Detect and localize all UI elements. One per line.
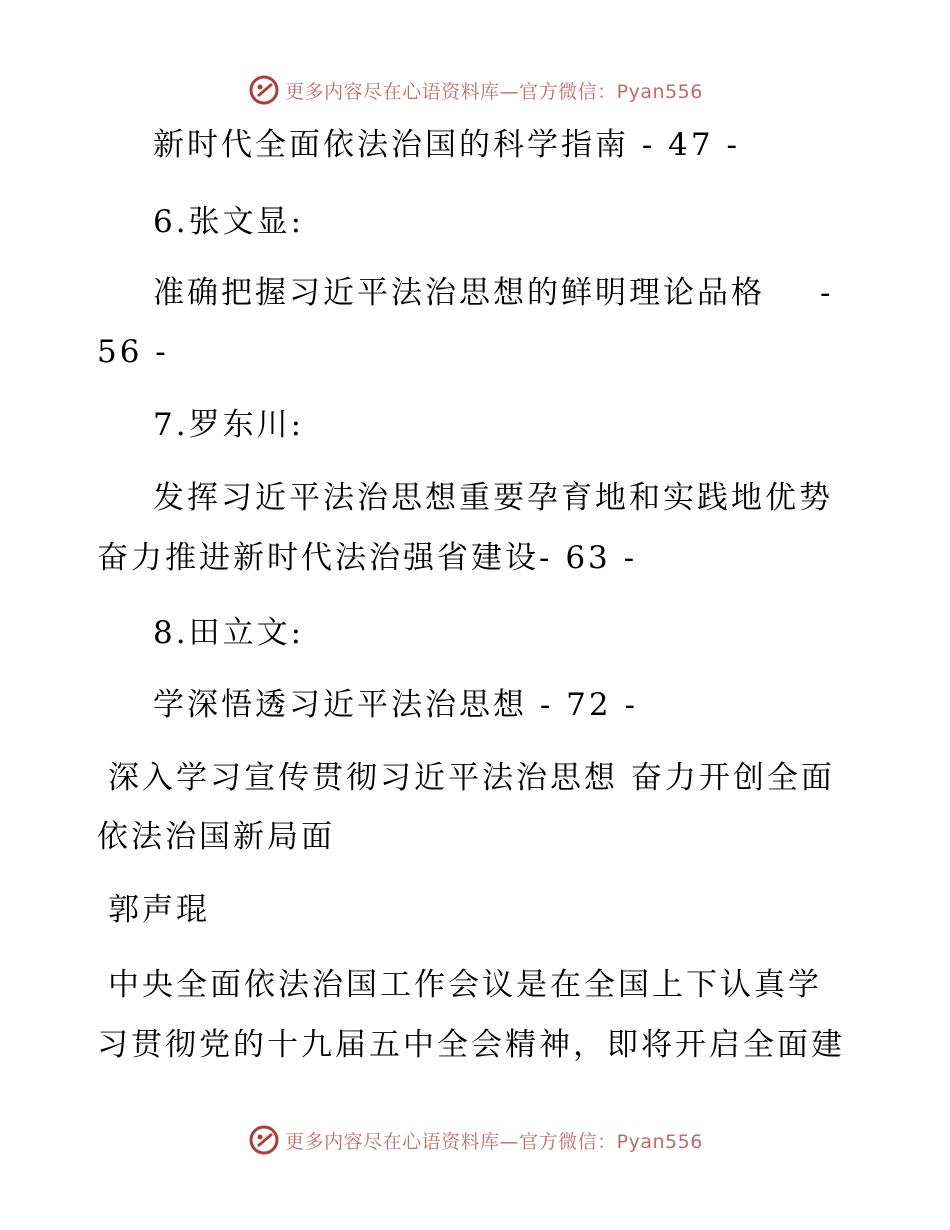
- header-banner: [0, 70, 950, 110]
- toc-line: 8.田立文:: [153, 615, 305, 651]
- footer-banner: [0, 1120, 950, 1160]
- author-name: 郭声琨: [108, 892, 210, 928]
- footer-banner-text: 更多内容尽在心语资料库—官方微信：Pyan556: [285, 1130, 703, 1153]
- article-title: 深入学习宣传贯彻习近平法治思想 奋力开创全面: [108, 760, 835, 796]
- toc-line: -: [820, 275, 834, 311]
- toc-line: 新时代全面依法治国的科学指南 - 47 -: [153, 127, 740, 163]
- toc-line: 学深悟透习近平法治思想 - 72 -: [153, 687, 638, 723]
- toc-line: 7.罗东川:: [153, 407, 305, 443]
- paragraph-line: 中央全面依法治国工作会议是在全国上下认真学: [108, 967, 822, 1003]
- toc-line: 56 -: [97, 334, 169, 370]
- toc-line: 准确把握习近平法治思想的鲜明理论品格: [153, 275, 765, 311]
- paragraph-line: 习贯彻党的十九届五中全会精神，即将开启全面建: [97, 1027, 845, 1063]
- logo-icon: [247, 1123, 281, 1157]
- toc-line: 发挥习近平法治思想重要孕育地和实践地优势: [153, 480, 833, 516]
- toc-line: 6.张文显:: [153, 204, 305, 240]
- header-banner-text: 更多内容尽在心语资料库—官方微信：Pyan556: [285, 80, 703, 103]
- toc-line: 奋力推进新时代法治强省建设- 63 -: [97, 540, 638, 576]
- logo-icon: [247, 73, 281, 107]
- article-title: 依法治国新局面: [97, 819, 335, 855]
